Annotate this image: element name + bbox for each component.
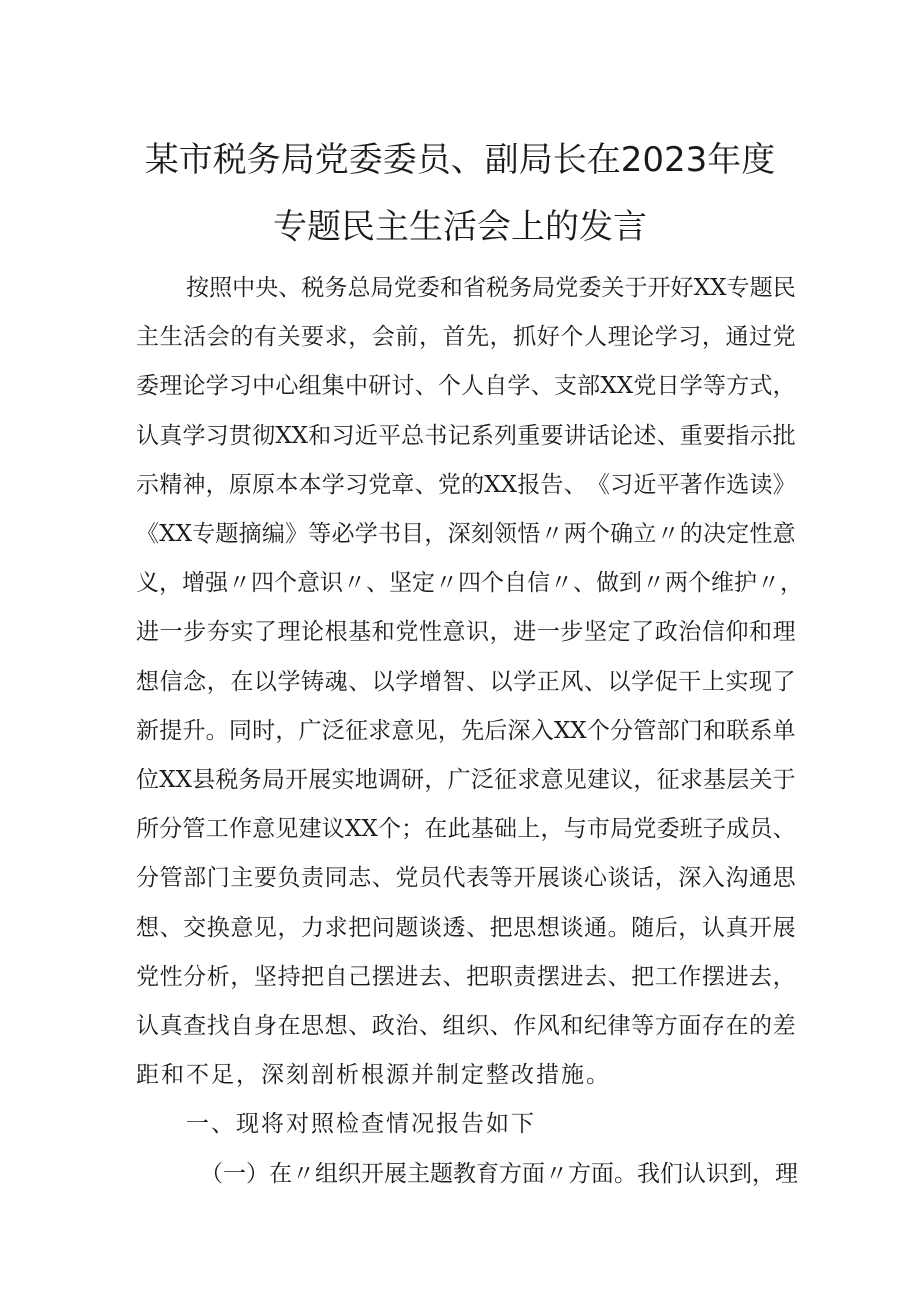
paragraph-line: 想 、 交 换 意 见 ， 力 求 把 问 题 谈 透 、 把 思 想 谈 通 。 随 后 ， 认 真 开 展: [136, 914, 796, 941]
paragraph-line: 所 分 管 工 作 意 见 建 议 XX 个 ； 在 此 基 础 上 ， 与 市 局 党 委 班 子 成 员 、: [136, 816, 796, 843]
paragraph-line: 党 性 分 析 ， 坚 持 把 自 己 摆 进 去 、 把 职 责 摆 进 去 、 把 工 作 摆 进 去 ，: [136, 963, 796, 990]
paragraph-line: 按 照 中 央 、 税 务 总 局 党 委 和 省 税 务 局 党 委 关 于 开 好 XX 专 题 民: [186, 275, 796, 301]
paragraph-line: 认 真 查 找 自 身 在 思 想 、 政 治 、 组 织 、 作 风 和 纪 律 等 方 面 存 在 的 差: [136, 1013, 796, 1039]
paragraph-line: 义 ， 增 强 〃 四 个 意 识 〃 、 坚 定 〃 四 个 自 信 〃 、 做 到 〃 两 个 维 护 〃 ，: [136, 570, 803, 597]
paragraph-line: 想 信 念 ， 在 以 学 铸 魂 、 以 学 增 智 、 以 学 正 风 、 以 学 促 干 上 实 现 了: [136, 668, 796, 695]
paragraph-line: 位 XX 县 税 务 局 开 展 实 地 调 研 ， 广 泛 征 求 意 见 建 议 ， 征 求 基 层 关 于: [136, 767, 796, 793]
document-title-line-1: 某市税务局党委委员、副局长在2023年度: [144, 140, 776, 180]
paragraph-line: 分 管 部 门 主 要 负 责 同 志 、 党 员 代 表 等 开 展 谈 心 谈 话 ， 深 入 沟 通 思: [136, 865, 796, 892]
document-title-line-2: 专题民主生活会上的发言: [273, 207, 647, 247]
paragraph-line: 《 XX 专 题 摘 编 》 等 必 学 书 目 ， 深 刻 领 悟 〃 两 个 确 立 〃 的 决 定 性 意: [136, 521, 796, 547]
paragraph-line: 示 精 神 ， 原 原 本 本 学 习 党 章 、 党 的 XX 报 告 、 《 习 近 平 著 作 选 读 》: [136, 471, 796, 498]
section-heading: 一、现将对照检查情况报告如下: [186, 1111, 536, 1138]
paragraph-line: 距和不足，深刻剖析根源并制定整改措施。: [136, 1062, 611, 1089]
paragraph-line: 新 提 升 。 同 时 ， 广 泛 征 求 意 见 ， 先 后 深 入 XX 个 分 管 部 门 和 联 系 单: [136, 717, 796, 744]
paragraph-line: 主 生 活 会 的 有 关 要 求 ， 会 前 ， 首 先 ， 抓 好 个 人 理 论 学 习 ， 通 过 党: [136, 324, 796, 351]
paragraph-line: 认 真 学 习 贯 彻 XX 和 习 近 平 总 书 记 系 列 重 要 讲 话 论 述 、 重 要 指 示 批: [136, 422, 796, 449]
subsection-heading: （ 一 ） 在 〃 组 织 开 展 主 题 教 育 方 面 〃 方 面 。 我 们 认 识 到 ， 理: [200, 1160, 798, 1187]
paragraph-line: 进 一 步 夯 实 了 理 论 根 基 和 党 性 意 识 ， 进 一 步 坚 定 了 政 治 信 仰 和 理: [136, 619, 796, 646]
paragraph-line: 委 理 论 学 习 中 心 组 集 中 研 讨 、 个 人 自 学 、 支 部 XX 党 日 学 等 方 式 ，: [136, 373, 796, 400]
